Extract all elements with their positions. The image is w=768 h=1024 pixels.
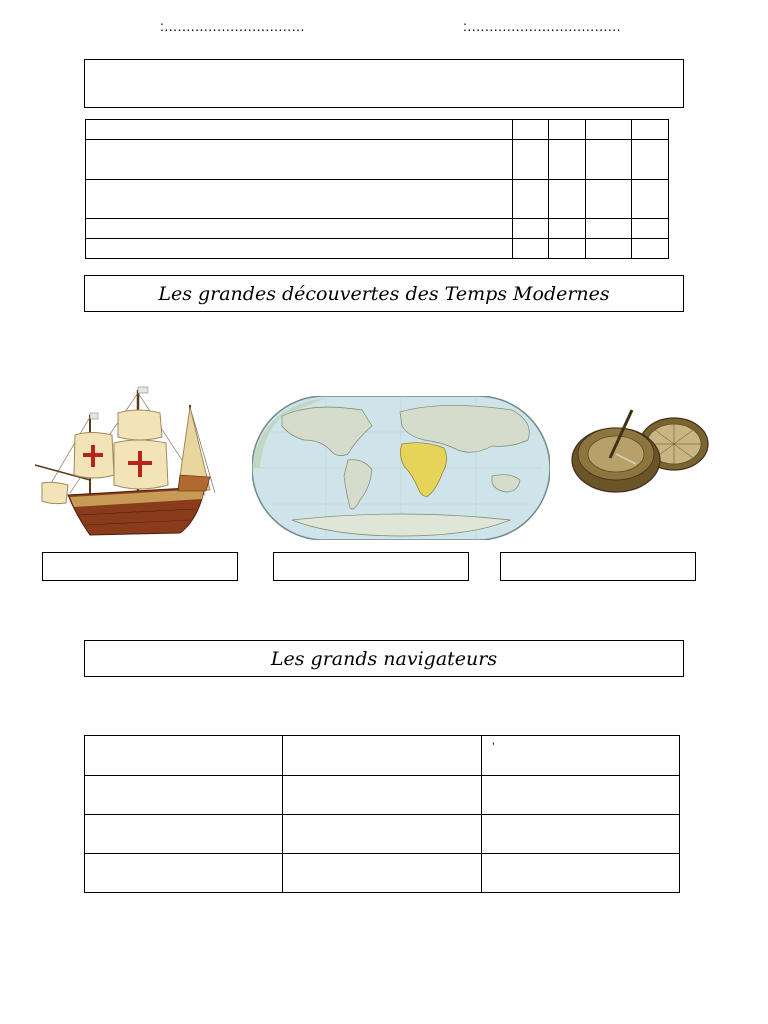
section-title-text: Les grandes découvertes des Temps Modernes — [158, 282, 610, 305]
grid-cell[interactable] — [632, 219, 669, 239]
date-line[interactable]: :................................... — [463, 18, 622, 34]
table-row — [85, 736, 680, 776]
grid-row — [86, 180, 669, 219]
evaluation-grid — [85, 119, 669, 259]
navigators-table — [84, 735, 680, 893]
compass-sundial-image — [570, 408, 710, 498]
table-row — [85, 854, 680, 893]
grid-cell[interactable] — [632, 140, 669, 180]
table-cell[interactable] — [85, 776, 283, 815]
grid-cell[interactable] — [513, 140, 549, 180]
table-cell[interactable] — [85, 736, 283, 776]
grid-cell[interactable] — [586, 140, 632, 180]
table-cell[interactable] — [85, 854, 283, 893]
grid-row — [86, 140, 669, 180]
table-row — [85, 776, 680, 815]
table-cell[interactable] — [482, 854, 680, 893]
grid-cell[interactable] — [513, 180, 549, 219]
grid-cell — [86, 180, 513, 219]
grid-cell[interactable] — [632, 180, 669, 219]
compass-label-box[interactable] — [500, 552, 696, 581]
grid-cell[interactable] — [513, 239, 549, 259]
grid-cell[interactable] — [549, 140, 586, 180]
table-cell[interactable] — [283, 854, 482, 893]
ship-label-box[interactable] — [42, 552, 238, 581]
table-cell[interactable] — [482, 736, 680, 776]
grid-cell[interactable] — [586, 239, 632, 259]
grid-cell[interactable] — [549, 180, 586, 219]
table-cell[interactable] — [283, 776, 482, 815]
grid-cell[interactable] — [586, 180, 632, 219]
grid-cell[interactable] — [513, 120, 549, 140]
table-cell[interactable] — [85, 815, 283, 854]
caravel-ship-image — [30, 385, 220, 540]
grid-cell[interactable] — [549, 120, 586, 140]
top-empty-box[interactable] — [84, 59, 684, 108]
name-line[interactable]: :................................ — [160, 18, 305, 34]
grid-cell — [86, 219, 513, 239]
section-title-navigators — [84, 640, 684, 677]
table-row — [85, 815, 680, 854]
map-label-box[interactable] — [273, 552, 469, 581]
grid-cell[interactable] — [549, 219, 586, 239]
grid-row — [86, 219, 669, 239]
grid-cell — [86, 120, 513, 140]
grid-row — [86, 239, 669, 259]
section-title-text: Les grands navigateurs — [270, 647, 498, 670]
world-map-image — [252, 396, 550, 540]
table-cell[interactable] — [283, 736, 482, 776]
grid-cell[interactable] — [513, 219, 549, 239]
grid-cell[interactable] — [632, 120, 669, 140]
section-title-discoveries — [84, 275, 684, 312]
grid-cell[interactable] — [586, 120, 632, 140]
apostrophe-mark: ’ — [492, 740, 495, 754]
grid-cell[interactable] — [632, 239, 669, 259]
grid-cell — [86, 239, 513, 259]
grid-cell — [86, 140, 513, 180]
table-cell[interactable] — [482, 776, 680, 815]
grid-cell[interactable] — [549, 239, 586, 259]
table-cell[interactable] — [283, 815, 482, 854]
table-cell[interactable] — [482, 815, 680, 854]
grid-cell[interactable] — [586, 219, 632, 239]
grid-row — [86, 120, 669, 140]
